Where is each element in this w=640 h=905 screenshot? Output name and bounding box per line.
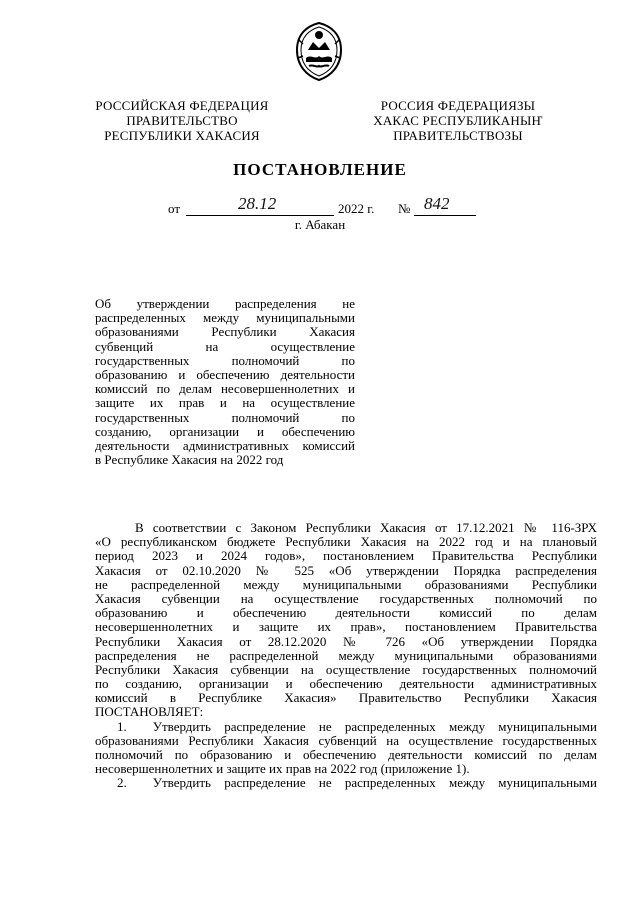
subject-line: образованию и обеспечению деятельности [95, 367, 355, 382]
body-line: не распределенной между муниципальными образованиями Республики [95, 577, 597, 592]
subject-line: в Республике Хакасия на 2022 год [95, 453, 284, 468]
subject-block [95, 297, 355, 467]
subject-line: созданию, организации и обеспечению [95, 424, 355, 439]
body-line: Хакасия субвенции на осуществление государственных полномочий по [95, 591, 597, 606]
number-label: № [398, 201, 411, 216]
header-right-block [362, 98, 554, 143]
body-line: В соответствии с Законом Республики Хакасия от 17.12.2021 № 116-ЗРХ [135, 521, 597, 535]
header-right-line-1: РОССИЯ ФЕДЕРАЦИЯЗЫ [380, 98, 536, 113]
body-line: несовершеннолетних и защите их прав на 2022 год (приложение 1). [95, 762, 470, 777]
subject-line: образованиями Республики Хакасия [95, 325, 355, 340]
date-year: 2022 г. [338, 201, 375, 216]
body-line: полномочий по образованию и обеспечению деятельности комиссий по делам [95, 748, 597, 762]
date-underline [186, 215, 334, 216]
number-underline [414, 215, 476, 216]
body-line: «О республиканском бюджете Республики Хакасия на 2022 год и на плановый [95, 535, 597, 550]
subject-line: защите их прав и на осуществление [95, 396, 355, 411]
subject-line: государственных полномочий по [95, 410, 355, 425]
subject-line: распределенных между муниципальными [95, 311, 355, 326]
document-title: ПОСТАНОВЛЕНИЕ [233, 160, 407, 179]
body-text [95, 521, 597, 791]
body-line: Хакасия от 02.10.2020 № 525 «Об утверждении Порядка распределения [95, 563, 597, 578]
coat-of-arms-emblem [293, 20, 345, 82]
subject-line: субвенций на осуществление [95, 339, 355, 354]
body-line: Республики Хакасия от 28.12.2020 № 726 «Об утверждении Порядка [95, 634, 597, 649]
body-line: Республики Хакасия субвенции на осуществление государственных полномочий [95, 662, 597, 677]
header-right-line-2: ХАКАС РЕСПУБЛИКАНЫҤ [373, 113, 543, 128]
body-line: комиссий в Республике Хакасия» Правительство Республики Хакасия [95, 691, 597, 706]
body-line: период 2023 и 2024 годов», постановлением Правительства Республики [95, 549, 597, 564]
subject-line: государственных полномочий по [95, 353, 355, 368]
header-left-line-3: РЕСПУБЛИКИ ХАКАСИЯ [104, 128, 260, 143]
date-from-label: от [168, 201, 181, 216]
header-left-line-1: РОССИЙСКАЯ ФЕДЕРАЦИЯ [95, 98, 269, 113]
city-line: г. Абакан [294, 217, 346, 232]
number-handwritten: 842 [424, 194, 450, 213]
header-left-block [86, 98, 278, 143]
body-line: образованиями Республики Хакасия субвенций на осуществление государственных [95, 733, 597, 748]
body-line: несовершеннолетних и защите их прав», постановлением Правительства [95, 620, 597, 635]
date-handwritten: 28.12 [238, 194, 277, 213]
body-line: 1. Утвердить распределение не распределенных между муниципальными [117, 719, 597, 734]
header-left-line-2: ПРАВИТЕЛЬСТВО [126, 113, 238, 128]
subject-line: комиссий по делам несовершеннолетних и [95, 382, 355, 397]
body-line: по созданию, организации и обеспечению деятельности административных [95, 677, 597, 692]
subject-line: Об утверждении распределения не [95, 297, 355, 311]
body-line: распределения не распределенной между муниципальными образованиями [95, 648, 597, 663]
body-line: ПОСТАНОВЛЯЕТ: [95, 705, 204, 720]
body-line: образованию и обеспечению деятельности комиссий по делам [95, 606, 597, 621]
header-right-line-3: ПРАВИТЕЛЬСТВОЗЫ [393, 128, 523, 143]
body-line: 2. Утвердить распределение не распределенных между муниципальными [117, 776, 597, 791]
subject-line: деятельности административных комиссий [95, 438, 355, 453]
